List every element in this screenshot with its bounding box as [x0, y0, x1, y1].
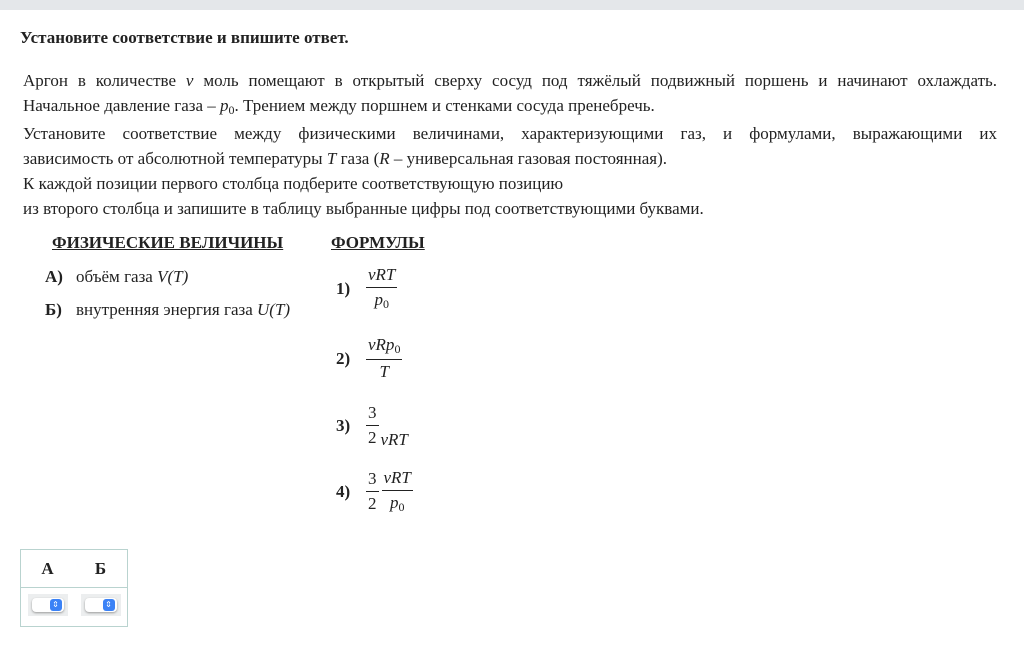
quantity-a: А) объём газа V(T) — [45, 267, 189, 286]
problem-paragraph-1: Аргон в количестве ν моль помещают в открытый сверху сосуд под тяжёлый подвижный поршень и начинают охлаждать. Начальное давление газа – $p_0$. Трением между поршнем и стенками сосуда пренебречь. — [23, 71, 997, 117]
select-arrows-icon: ⇕ — [103, 599, 115, 611]
formula-3: 3) $\frac{3}{2}$ νRT — [336, 403, 408, 449]
formula-2: 2) $\frac{\nu Rp_0}{T}$ — [336, 335, 401, 381]
formula-1: 1) $\frac{\text{νRT}}{p_0}$ — [336, 265, 396, 311]
formula-4: 4) $\frac{3}{2}$ $\frac{\text{νRT}}{p_0}$ — [336, 468, 411, 514]
quantities-header: ФИЗИЧЕСКИЕ ВЕЛИЧИНЫ — [52, 233, 284, 252]
top-bar — [0, 0, 1024, 10]
formulas-header: ФОРМУЛЫ — [331, 233, 425, 252]
quantity-b: Б) внутренняя энергия газа U(T) — [45, 300, 291, 319]
answer-select-a[interactable] — [32, 598, 64, 612]
answer-header-b: Б — [74, 550, 128, 588]
select-arrows-icon: ⇕ — [50, 599, 62, 611]
task-title: Установите соответствие и впишите ответ. — [20, 28, 349, 47]
answer-header-a: А — [21, 550, 75, 588]
answer-table — [20, 549, 128, 627]
problem-paragraph-3: К каждой позиции первого столбца подберите соответствующую позицию из второго столбца и запишите в таблицу выбранные цифры под соответствующими буквами. — [23, 174, 704, 218]
problem-paragraph-2: Установите соответствие между физическими величинами, характеризующими газ, и формулами, выражающими их зависимость от абсолютной температуры T газа (R – универсальная газовая постоянная). — [23, 124, 997, 168]
answer-select-b[interactable] — [85, 598, 117, 612]
